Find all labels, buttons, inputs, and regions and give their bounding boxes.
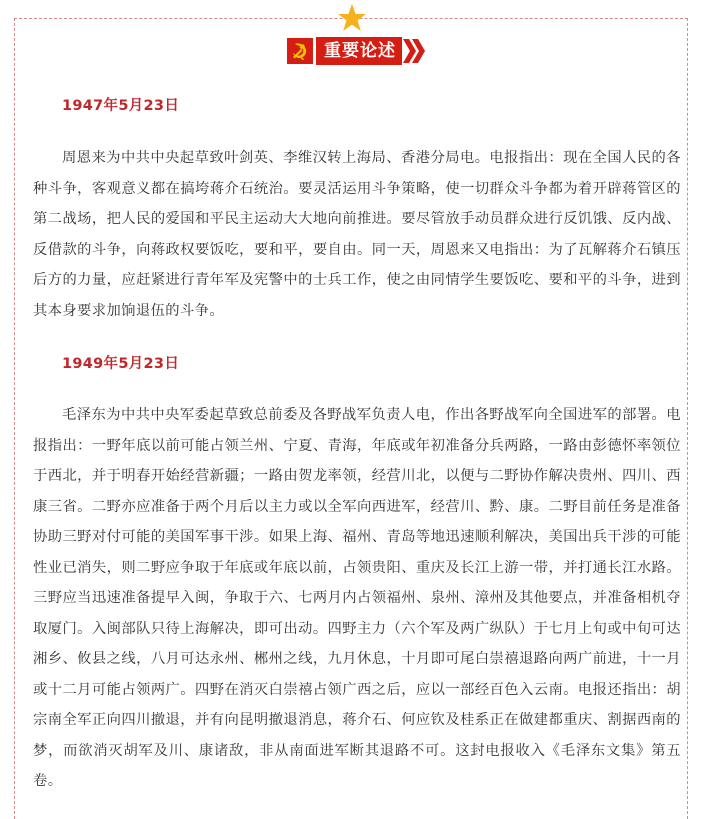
party-emblem-icon [287, 38, 313, 64]
section-header [287, 37, 429, 65]
paragraph-1949: 毛泽东为中共中央军委起草致总前委及各野战军负责人电，作出各野战军向全国进军的部署。电报指出：一野年底以前可能占领兰州、宁夏、青海，年底或年初准备分兵两路，一路由彭德怀率领位于西北，并于明春开始经营新疆；一路由贺龙率领，经营川北，以便与二野协作解决贵州、四川、西康三省。二野亦应准备于两个月后以主力或以全军向西进军，经营川、黔、康。二野目前任务是准备协助三野对付可能的美国军事干涉。如果上海、福州、青岛等地迅速顺利解决，美国出兵干涉的可能性业已消失，则二野应争取于年底或年底以前，占领贵阳、重庆及长江上游一带，并打通长江水路。三野应当迅速准备提早入闽，争取于六、七两月内占领福州、泉州、漳州及其他要点，并准备相机夺取厦门。入闽部队只待上海解决，即可出动。四野主力（六个军及两广纵队）于七月上旬或中旬可达湘乡、攸县之线，八月可达永州、郴州之线，九月休息，十月即可尾白崇禧退路向两广前进，十一月或十二月可能占领两广。四野在消灭白崇禧占领广西之后，应以一部经百色入云南。电报还指出：胡宗南全军正向四川撤退，并有向昆明撤退消息，蒋介石、何应钦及桂系正在做建都重庆、割据西南的梦，而欲消灭胡军及川、康诸敌，非从南面进军断其退路不可。这封电报收入《毛泽东文集》第五卷。 [33, 407, 681, 789]
date-heading-1949: 1949年5月23日 [62, 356, 180, 372]
date-heading-1947: 1947年5月23日 [62, 98, 180, 114]
paragraph-1947: 周恩来为中共中央起草致叶剑英、李维汉转上海局、香港分局电。电报指出：现在全国人民的各种斗争，客观意义都在搞垮蒋介石统治。要灵活运用斗争策略，使一切群众斗争都为着开辟蒋管区的第二战场，把人民的爱国和平民主运动大大地向前推进。要尽管放手动员群众进行反饥饿、反内战、反借款的斗争，向蒋政权要饭吃，要和平，要自由。同一天，周恩来又电指出：为了瓦解蒋介石镇压后方的力量，应赶紧进行青年军及宪警中的士兵工作，使之由同情学生要饭吃、要和平的斗争，进到其本身要求加饷退伍的斗争。 [33, 150, 681, 319]
star-icon [337, 3, 367, 33]
chevron-right-icon [403, 37, 429, 65]
section-title: 重要论述 [316, 37, 402, 65]
